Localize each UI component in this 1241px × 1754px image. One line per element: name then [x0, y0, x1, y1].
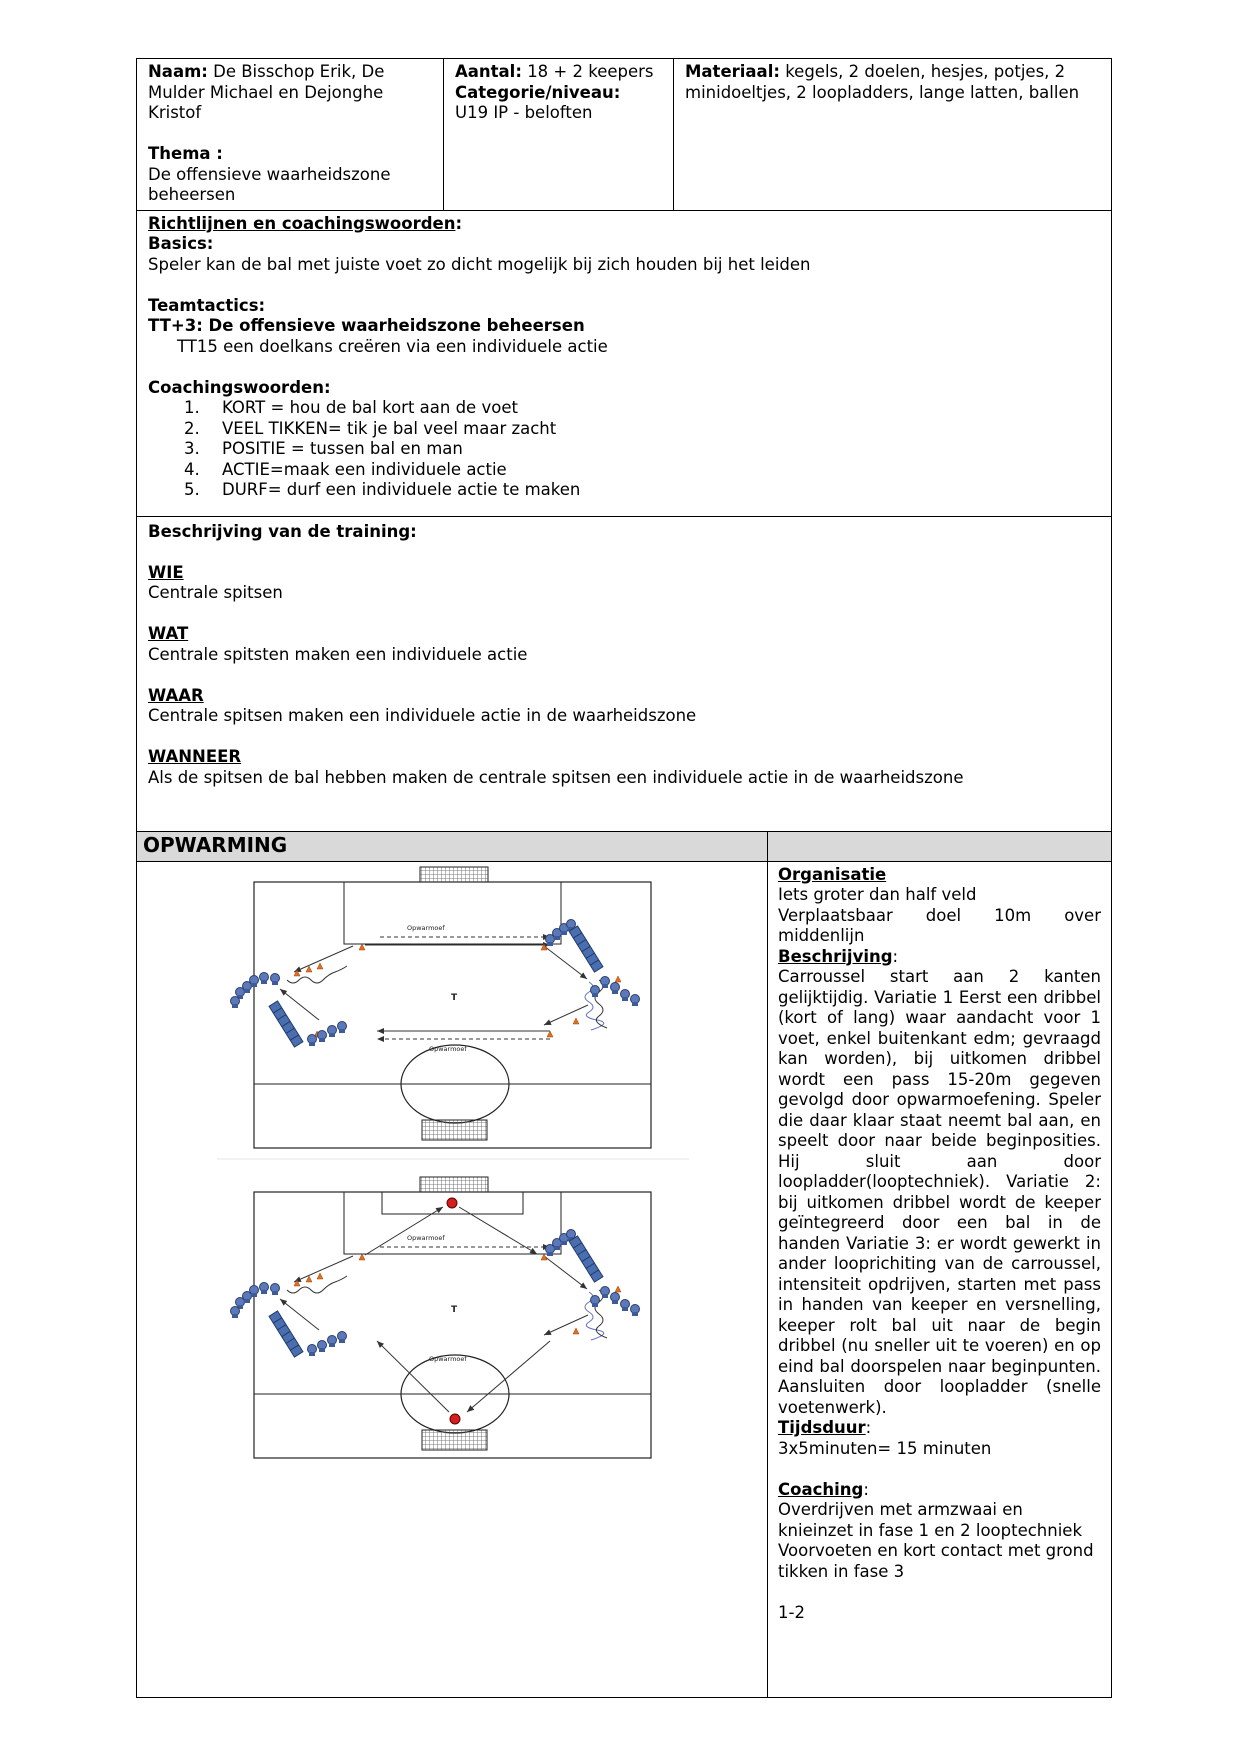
label-trainer: T [451, 992, 458, 1003]
coaching-label-2: Coaching [778, 1479, 864, 1499]
training-table [136, 58, 1112, 1698]
thema-label: Thema : [148, 144, 223, 163]
tijdsduur-text: 3x5minuten= 15 minuten [778, 1438, 992, 1458]
materiaal-label: Materiaal: [685, 62, 780, 81]
coaching-item: 1. KORT = hou de bal kort aan de voet [184, 398, 518, 417]
wat-label: WAT [148, 624, 189, 643]
opwarming-details [768, 861, 1112, 1698]
organisatie-label: Organisatie [778, 864, 887, 884]
beschrijving-row [137, 516, 1112, 831]
label-opwarmoef-bottom: Opwarmoef [429, 1044, 467, 1053]
beschrijving-cell [137, 516, 1112, 831]
richtlijnen-row [137, 210, 1112, 516]
richtlijnen-title: Richtlijnen en coachingswoorden [148, 213, 456, 233]
aantal-cell [444, 59, 674, 211]
tt-sub: TT15 een doelkans creëren via een individuele actie [177, 336, 608, 356]
goal-movable [422, 1120, 487, 1140]
coaching-item: 4. ACTIE=maak een individuele actie [184, 459, 507, 479]
penalty-box [344, 882, 561, 944]
keeper-bottom [450, 1414, 460, 1424]
beschrijving-label: Beschrijving [778, 946, 893, 966]
teamtactics-label: Teamtactics: [148, 295, 266, 315]
coaching-line: Overdrijven met armzwaai en knieinzet in fase 1 en 2 looptechniek [778, 1500, 1083, 1540]
basics-text: Speler kan de bal met juiste voet zo dicht mogelijk bij zich houden bij het leiden [148, 254, 811, 274]
organisatie-line: Iets groter dan half veld [778, 885, 977, 904]
naam-value: De Bisschop Erik, De Mulder Michael en Dejonghe Kristof [148, 62, 385, 122]
coaching-label: Coachingswoorden: [148, 377, 331, 397]
coaching-list [148, 398, 1101, 501]
coaching-line: Voorvoeten en kort contact met grond tikken in fase 3 [778, 1541, 1094, 1581]
basics-label: Basics: [148, 234, 214, 253]
wanneer-label: WANNEER [148, 747, 242, 766]
thema-value: De offensieve waarheidszone beheersen [148, 164, 391, 204]
opwarming-title: OPWARMING [137, 831, 768, 861]
coaching-item: 5. DURF= durf een individuele actie te maken [184, 480, 581, 499]
label-opwarmoef-top-2: Opwarmoef [407, 1233, 445, 1242]
organisatie-line: Verplaatsbaar doel 10m over middenlijn [778, 905, 1101, 945]
coaching-text: POSITIE = tussen bal en man [222, 439, 463, 458]
coaching-text: DURF= durf een individuele actie te maken [222, 480, 581, 499]
label-opwarmoef-top: Opwarmoef [407, 923, 445, 932]
beschrijving-title: Beschrijving van de training: [148, 521, 417, 541]
opwarming-header-empty [768, 831, 1112, 861]
naam-label: Naam: [148, 62, 208, 81]
field-outline [254, 882, 651, 1148]
beschrijving-text: Carroussel start aan 2 kanten gelijktijdig. Variatie 1 Eerst een dribbel (kort of lang) waar aandacht voor 1 voet, enkel buitenkant edm; gevraagd kan worden), bij uitkomen dribbel wordt een pass 15-20m gegeven gevolgd door opwarmoefening. Speler die daar klaar staat neemt bal aan, en speelt door naar beide beginposities. Hij sluit aan door loopladder(looptechniek). Variatie 2: bij uitkomen dribbel wordt de keeper geïntegreerd door een bal in de handen Variatie 3: er wordt gewerkt in ander looprichiting van de carroussel, intensiteit opdrijven, starten met pass in handen van keeper en versnelling, keeper rolt bal uit naar de begin dribbel (nu sneller uit te voeren) en op eind bal doorspelen naar beginpunten. Aansluiten door loopladder (snelle voetenwerk). [778, 967, 1101, 1417]
wie-label: WIE [148, 562, 184, 582]
coaching-colon: : [863, 1479, 869, 1499]
coaching-text: VEEL TIKKEN= tik je bal veel maar zacht [222, 418, 557, 438]
page-ref: 1-2 [778, 1602, 805, 1622]
label-trainer-2: T [451, 1304, 458, 1315]
aantal-label: Aantal: [455, 62, 522, 81]
diagram-2 [231, 1177, 652, 1458]
wat-text: Centrale spitsten maken een individuele actie [148, 644, 528, 664]
beschrijving-colon: : [892, 946, 899, 966]
wanneer-text: Als de spitsen de bal hebben maken de centrale spitsen een individuele actie in de waarheidszone [148, 767, 964, 787]
tijdsduur-colon: : [865, 1418, 872, 1437]
diagram-cell [137, 861, 768, 1698]
header-row [137, 59, 1112, 211]
materiaal-value: kegels, 2 doelen, hesjes, potjes, 2 minidoeltjes, 2 loopladders, lange latten, ballen [685, 62, 1080, 102]
label-opwarmoef-bottom-2: Opwarmoef [429, 1354, 467, 1363]
waar-label: WAAR [148, 685, 204, 705]
coaching-item: 2. VEEL TIKKEN= tik je bal veel maar zacht [184, 418, 557, 438]
waar-text: Centrale spitsen maken een individuele actie in de waarheidszone [148, 706, 697, 725]
naam-cell [137, 59, 444, 211]
goal-top [420, 867, 488, 882]
materiaal-cell [674, 59, 1112, 211]
coaching-text: ACTIE=maak een individuele actie [222, 459, 507, 479]
categorie-value: U19 IP - beloften [455, 103, 593, 122]
coaching-text: KORT = hou de bal kort aan de voet [222, 398, 518, 417]
aantal-value: 18 + 2 keepers [527, 62, 654, 81]
goal-top [420, 1177, 488, 1192]
tijdsduur-label: Tijdsduur [778, 1418, 866, 1437]
wie-text: Centrale spitsen [148, 583, 283, 602]
training-sheet [136, 58, 1111, 1698]
goal-movable [422, 1430, 487, 1450]
field-diagrams [137, 862, 769, 1692]
coaching-item: 3. POSITIE = tussen bal en man [184, 439, 463, 458]
richtlijnen-colon: : [455, 213, 463, 233]
categorie-label: Categorie/niveau: [455, 82, 621, 102]
richtlijnen-cell [137, 210, 1112, 516]
diagram-1 [231, 867, 652, 1148]
opwarming-header-row [137, 831, 1112, 861]
keeper-top [447, 1198, 457, 1208]
tt-heading: TT+3: De offensieve waarheidszone beheersen [148, 316, 585, 335]
opwarming-row [137, 861, 1112, 1698]
